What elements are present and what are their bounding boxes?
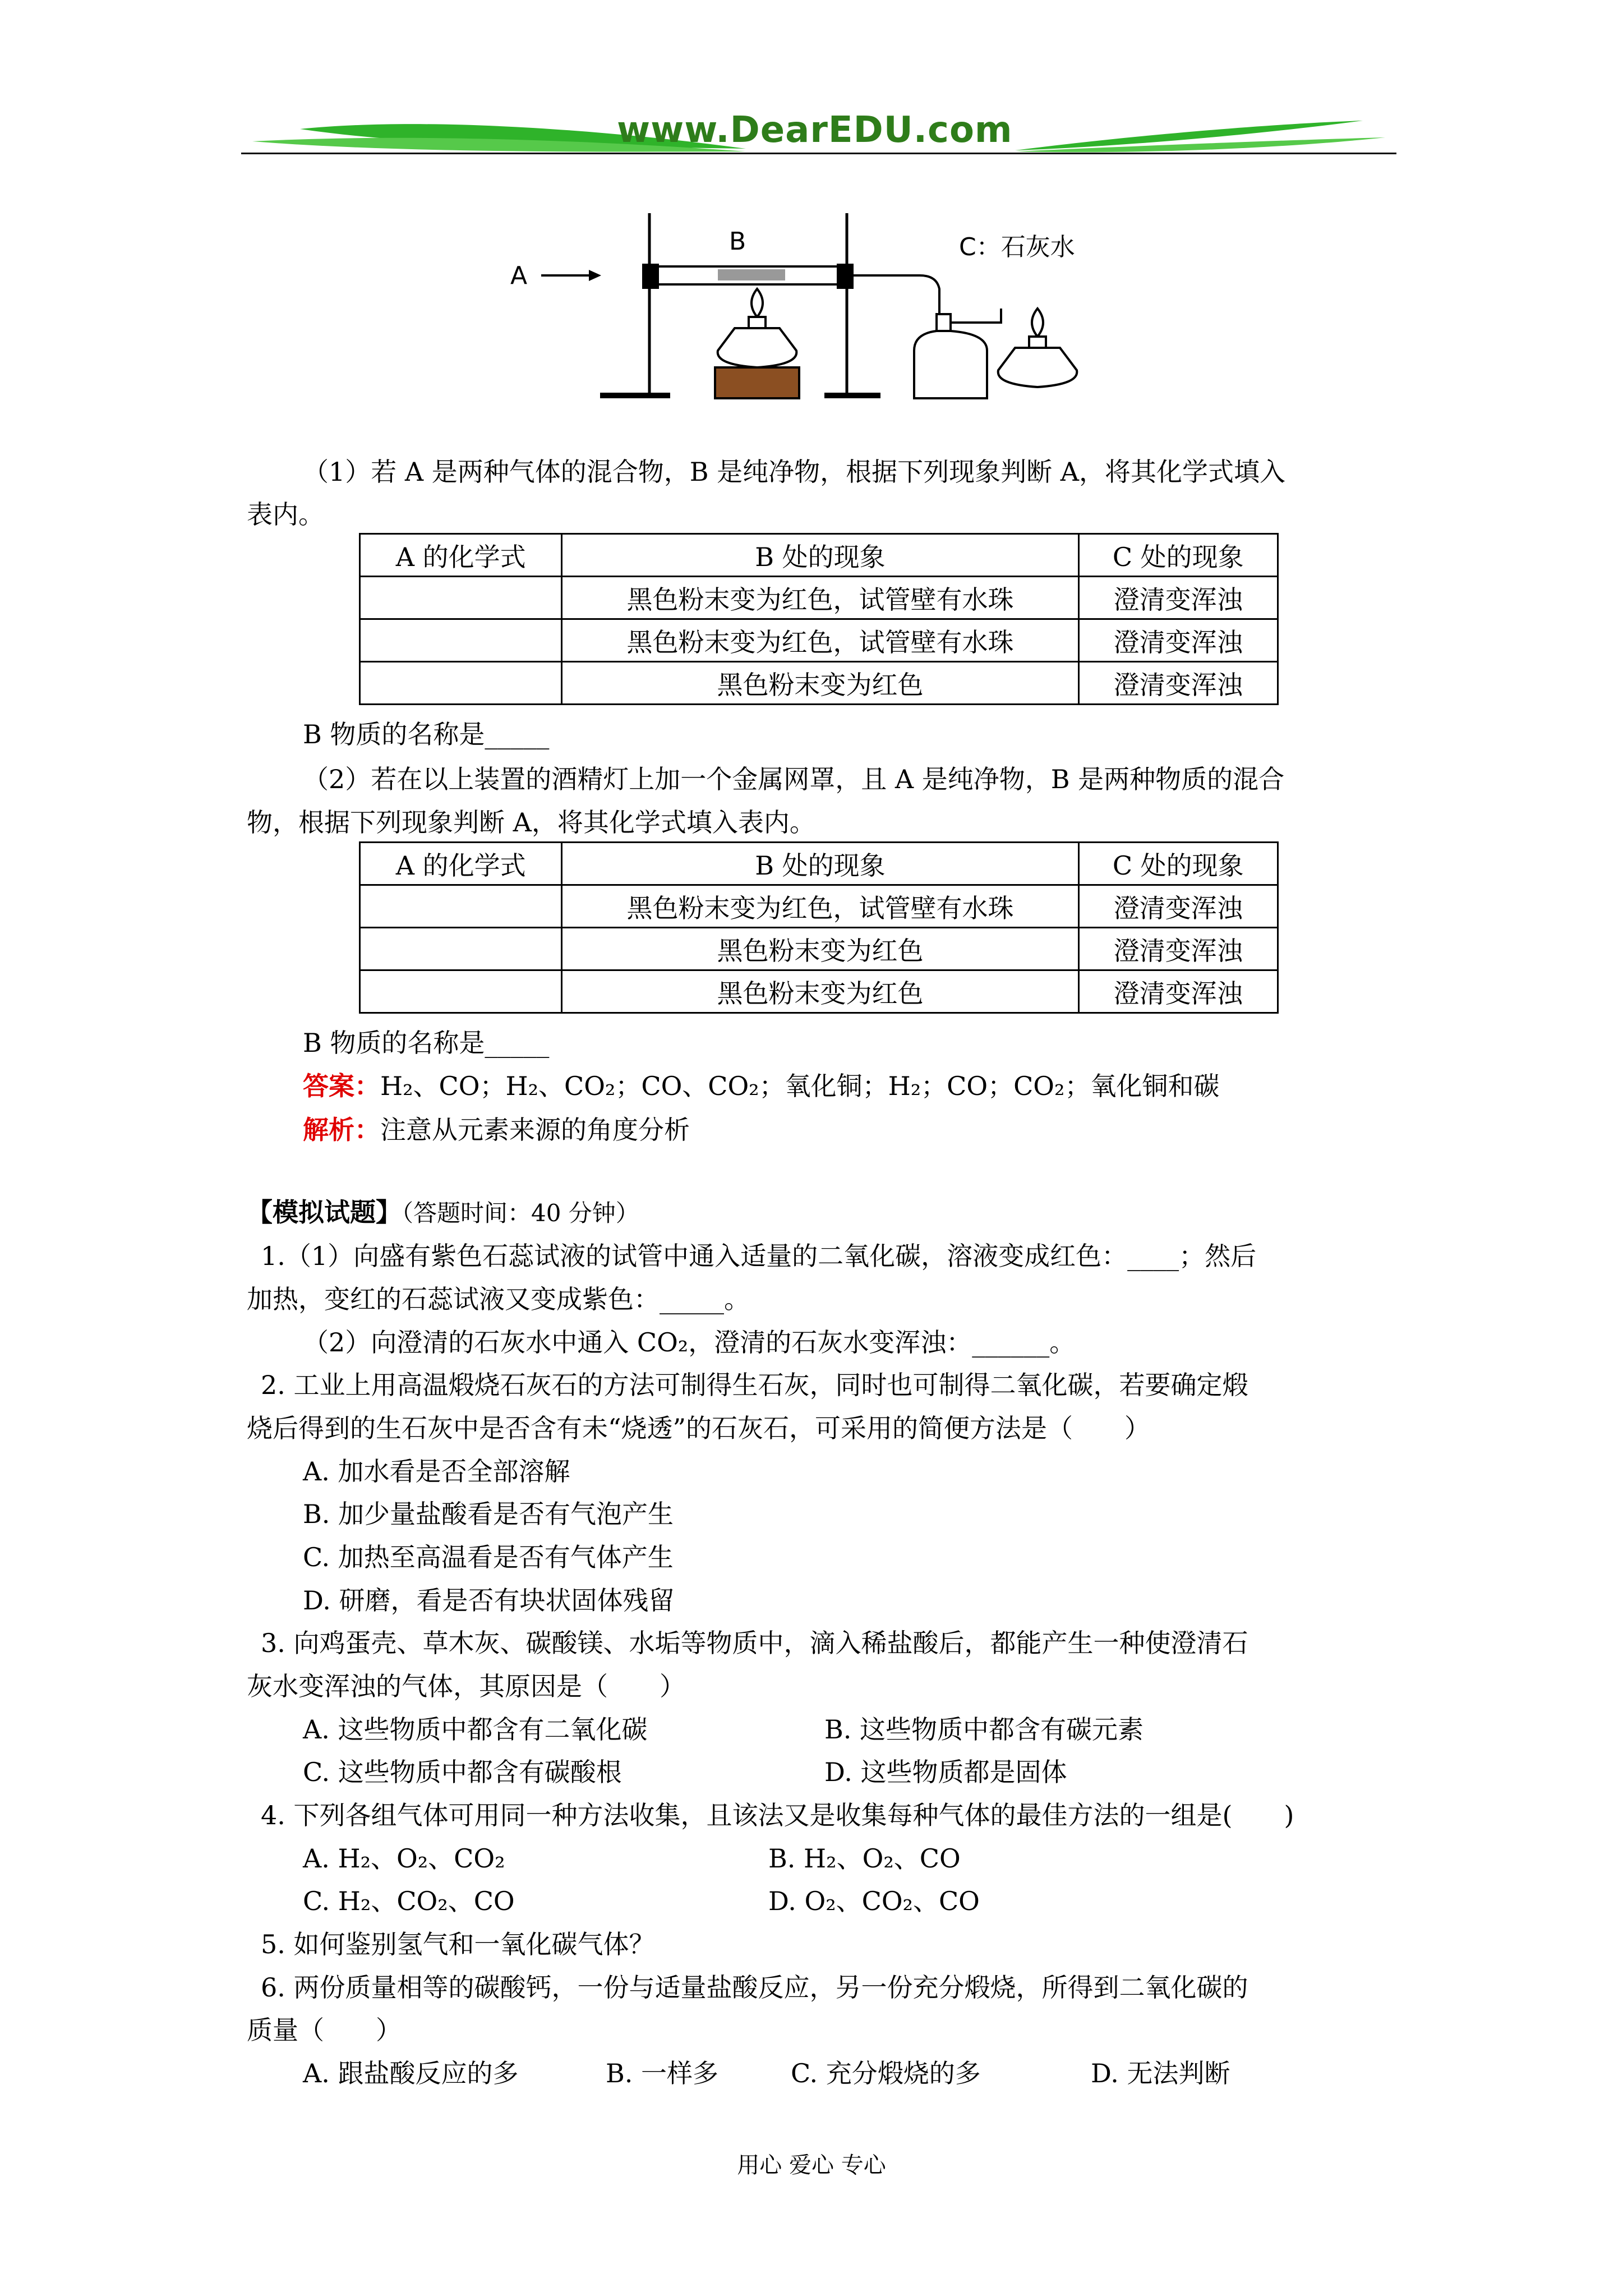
answer-line [303, 1070, 1219, 1102]
header-rule [241, 153, 1396, 154]
q1-r3-a[interactable] [360, 662, 562, 705]
sim-q4-opt-a[interactable]: A. H₂、O₂、CO₂ [303, 1843, 505, 1874]
q1-line1: （1）若 A 是两种气体的混合物，B 是纯净物，根据下列现象判断 A，将其化学式填入 [303, 457, 1285, 487]
q2-b-name: B 物质的名称是_____ [303, 1028, 550, 1058]
label-a: A [510, 261, 528, 290]
wooden-block [715, 367, 799, 398]
sim-q3-opt-c[interactable]: C. 这些物质中都含有碳酸根 [303, 1757, 622, 1787]
analysis-text: 注意从元素来源的角度分析 [380, 1115, 690, 1145]
sim-q2-line1: 2. 工业上用高温煅烧石灰石的方法可制得生石灰，同时也可制得二氧化碳，若要确定煅 [261, 1370, 1248, 1400]
sim-q2-opt-c[interactable]: C. 加热至高温看是否有气体产生 [303, 1542, 674, 1572]
black-powder [718, 269, 785, 280]
q2-th-a: A 的化学式 [360, 843, 562, 885]
sim-q2-opt-d[interactable]: D. 研磨，看是否有块状固体残留 [303, 1585, 675, 1616]
sim-q6-opt-b[interactable]: B. 一样多 [606, 2058, 719, 2088]
sim-q6-opt-d[interactable]: D. 无法判断 [1091, 2058, 1230, 2088]
q2-r1-c: 澄清变浑浊 [1078, 885, 1278, 928]
label-b: B [729, 227, 746, 256]
sim-q3-opt-a[interactable]: A. 这些物质中都含有二氧化碳 [303, 1714, 648, 1745]
q2-r3-b: 黑色粉末变为红色 [562, 970, 1078, 1013]
answer-label: 答案： [303, 1071, 380, 1101]
header-banner [241, 107, 1396, 168]
sim-q4-opt-d[interactable]: D. O₂、CO₂、CO [768, 1886, 980, 1916]
stand-left [600, 213, 667, 395]
sim-q6-line2: 质量（ ） [247, 2015, 402, 2045]
q2-th-b: B 处的现象 [562, 843, 1078, 885]
q2-line1: （2）若在以上装置的酒精灯上加一个金属网罩，且 A 是纯净物，B 是两种物质的混合 [303, 764, 1285, 794]
q1-r2-b: 黑色粉末变为红色，试管壁有水珠 [562, 619, 1078, 662]
q2-r3-a[interactable] [360, 970, 562, 1013]
sim-q4-opt-b[interactable]: B. H₂、O₂、CO [768, 1843, 961, 1874]
q1-r3-c: 澄清变浑浊 [1078, 662, 1278, 705]
sim-q1-line2: 加热，变红的石蕊试液又变成紫色：_____。 [247, 1284, 750, 1314]
q1-th-c: C 处的现象 [1078, 534, 1278, 577]
alcohol-lamp-right [998, 309, 1077, 387]
table-row [360, 970, 1278, 1013]
apparatus-figure [494, 208, 1116, 426]
sim-q2-opt-b[interactable]: B. 加少量盐酸看是否有气泡产生 [303, 1499, 674, 1529]
q1-r2-a[interactable] [360, 619, 562, 662]
answer-text: H₂、CO；H₂、CO₂；CO、CO₂；氧化铜；H₂；CO；CO₂；氧化铜和碳 [380, 1071, 1220, 1101]
q1-th-a: A 的化学式 [360, 534, 562, 577]
page-footer: 用心 爱心 专心 [737, 2152, 886, 2178]
sim-q6-opt-a[interactable]: A. 跟盐酸反应的多 [303, 2058, 519, 2088]
q2-th-c: C 处的现象 [1078, 843, 1278, 885]
sim-q3-opt-b[interactable]: B. 这些物质中都含有碳元素 [824, 1714, 1144, 1745]
sim-q3-opt-d[interactable]: D. 这些物质都是固体 [824, 1757, 1067, 1787]
q1-r1-c: 澄清变浑浊 [1078, 577, 1278, 619]
table-row [360, 662, 1278, 705]
q1-r1-b: 黑色粉末变为红色，试管壁有水珠 [562, 577, 1078, 619]
limewater-bottle [914, 314, 987, 398]
sim-q2-line2: 烧后得到的生石灰中是否含有未“烧透”的石灰石，可采用的简便方法是（ ） [247, 1413, 1151, 1443]
q1-table-header [360, 534, 1278, 577]
combustion-tube [656, 266, 939, 314]
sim-q2-opt-a[interactable]: A. 加水看是否全部溶解 [303, 1456, 570, 1487]
q1-th-b: B 处的现象 [562, 534, 1078, 577]
stand-right [824, 213, 880, 395]
q1-table [359, 533, 1279, 705]
sim-time: （答题时间：40 分钟） [402, 1199, 639, 1227]
q2-r1-b: 黑色粉末变为红色，试管壁有水珠 [562, 885, 1078, 928]
analysis-line [303, 1114, 690, 1146]
sim-q4-line1: 4. 下列各组气体可用同一种方法收集，且该法又是收集每种气体的最佳方法的一组是( ) [261, 1800, 1294, 1830]
sim-q6-line1: 6. 两份质量相等的碳酸钙，一份与适量盐酸反应，另一份充分煅烧，所得到二氧化碳的 [261, 1972, 1248, 2003]
sim-q3-line2: 灰水变浑浊的气体，其原因是（ ） [247, 1671, 685, 1701]
sim-heading [247, 1196, 639, 1230]
sim-title: 【模拟试题】 [247, 1197, 402, 1227]
alcohol-lamp-left [718, 289, 797, 367]
sim-q6-opt-c[interactable]: C. 充分煅烧的多 [791, 2058, 981, 2088]
q1-r3-b: 黑色粉末变为红色 [562, 662, 1078, 705]
q2-r1-a[interactable] [360, 885, 562, 928]
stand-right-base [824, 393, 880, 398]
label-c: C：石灰水 [959, 233, 1075, 261]
q2-r2-c: 澄清变浑浊 [1078, 928, 1278, 970]
q2-table-header [360, 843, 1278, 885]
q2-r3-c: 澄清变浑浊 [1078, 970, 1278, 1013]
arrow-a-head [589, 270, 601, 281]
left-clamp [642, 264, 659, 289]
q2-line2: 物，根据下列现象判断 A，将其化学式填入表内。 [247, 807, 815, 838]
table-row [360, 619, 1278, 662]
sim-q1-line3: （2）向澄清的石灰水中通入 CO₂，澄清的石灰水变浑浊：______。 [303, 1327, 1076, 1358]
site-url: www.DearEDU.com [617, 109, 1013, 151]
table-row [360, 885, 1278, 928]
sim-q4-opt-c[interactable]: C. H₂、CO₂、CO [303, 1886, 515, 1916]
right-clamp [837, 264, 854, 289]
table-row [360, 577, 1278, 619]
stand-left-base [600, 393, 670, 398]
q2-r2-b: 黑色粉末变为红色 [562, 928, 1078, 970]
sim-q1-line1: 1.（1）向盛有紫色石蕊试液的试管中通入适量的二氧化碳，溶液变成红色：____；然后 [261, 1241, 1257, 1271]
q2-r2-a[interactable] [360, 928, 562, 970]
sim-q5-line1: 5. 如何鉴别氢气和一氧化碳气体？ [261, 1929, 655, 1959]
sim-q3-line1: 3. 向鸡蛋壳、草木灰、碳酸镁、水垢等物质中，滴入稀盐酸后，都能产生一种使澄清石 [261, 1628, 1248, 1658]
q1-r1-a[interactable] [360, 577, 562, 619]
exhaust-tube [951, 309, 1001, 323]
q1-r2-c: 澄清变浑浊 [1078, 619, 1278, 662]
analysis-label: 解析： [303, 1115, 380, 1145]
q1-b-name: B 物质的名称是_____ [303, 719, 550, 749]
q2-table [359, 841, 1279, 1014]
table-row [360, 928, 1278, 970]
q1-line2: 表内。 [247, 499, 324, 530]
